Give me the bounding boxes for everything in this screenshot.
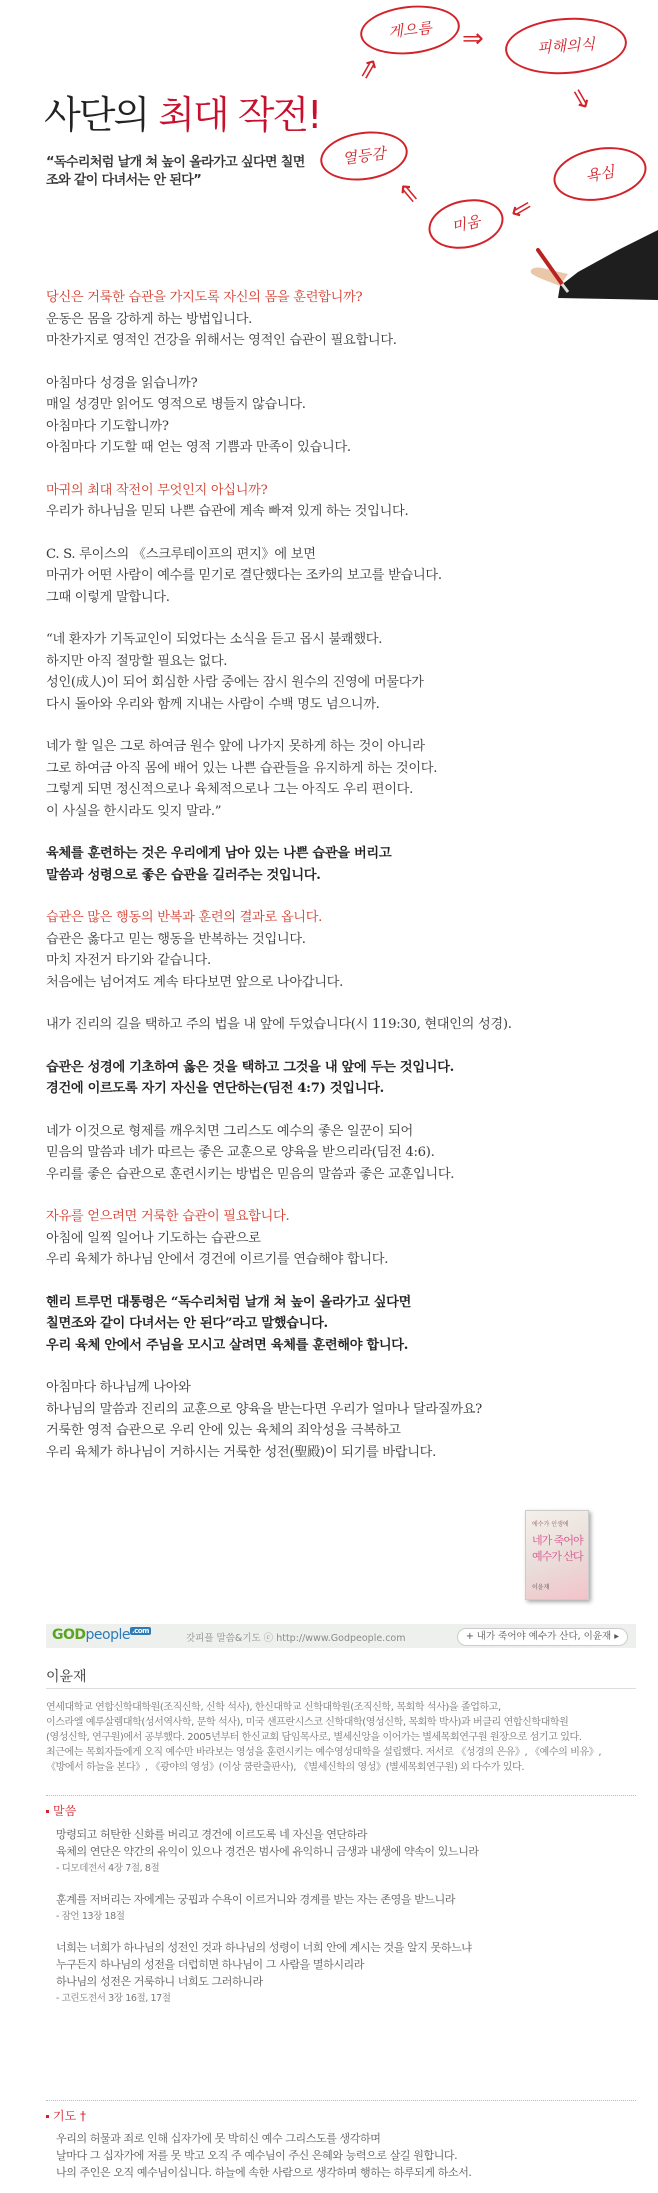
arrow-left-icon: ⇒ xyxy=(503,190,538,228)
article-line: 거룩한 영적 습관으로 우리 안에 있는 육체의 죄악성을 극복하고 xyxy=(46,1423,401,1438)
author-bio-line: 최근에는 목회자들에게 오직 예수만 바라보는 영성을 훈련시키는 예수영성대학을 설립했다. 저서로 《성경의 은유》, 《예수의 비유》, xyxy=(46,1747,602,1758)
book-cover-subtitle: 에수가 인생에 xyxy=(532,1521,569,1528)
article-paragraph xyxy=(46,1014,636,1036)
prayer-section-body xyxy=(56,2130,636,2181)
article-line: 처음에는 넘어져도 계속 타다보면 앞으로 나아갑니다. xyxy=(46,974,344,990)
article-line: 습관은 옳다고 믿는 행동을 반복하는 것입니다. xyxy=(46,931,306,947)
article-paragraph xyxy=(46,629,636,715)
cycle-item-victim-mentality: 피해의식 xyxy=(503,14,629,78)
article-line: “네 환자가 기독교인이 되었다는 소식을 듣고 몹시 불쾌했다. xyxy=(46,632,383,647)
article-paragraph xyxy=(46,544,636,609)
author-bio-line: 이스라엘 예루살렘대학(성서역사학, 문학 석사), 미국 샌프란시스코 신학대학(영성신학, 목회학 박사)과 버클리 연합신학대학원 xyxy=(46,1717,569,1728)
book-cover-author: 이윤재 xyxy=(532,1584,550,1591)
article-paragraph xyxy=(46,1377,636,1463)
divider xyxy=(46,1688,636,1689)
article-line: 하지만 아직 절망할 필요는 없다. xyxy=(46,653,228,669)
arrow-down-icon: ⇒ xyxy=(562,82,600,116)
article-emphasis-line: 우리 육체 안에서 주님을 모시고 살려면 육체를 훈련해야 합니다. xyxy=(46,1337,409,1353)
article-line: 우리를 좋은 습관으로 훈련시키는 방법은 믿음의 말씀과 좋은 교훈입니다. xyxy=(46,1166,455,1182)
article-line: 아침마다 성경을 읽습니까? xyxy=(46,375,198,391)
article-line: 믿음의 말씀과 네가 따르는 좋은 교훈으로 양육을 받으리라(딤전 4:6). xyxy=(46,1145,435,1160)
verse-line: 너희는 너희가 하나님의 성전인 것과 하나님의 성령이 너희 안에 계시는 것을 알지 못하느냐 xyxy=(56,1941,472,1954)
article-line: 성인(成人)이 되어 회심한 사람 중에는 잠시 원수의 진영에 머물다가 xyxy=(46,675,424,690)
article-line: 그로 하여금 아직 몸에 배어 있는 나쁜 습관들을 유지하게 하는 것이다. xyxy=(46,760,438,776)
article-line: 그렇게 되면 정신적으로나 육체적으로나 그는 아직도 우리 편이다. xyxy=(46,782,413,797)
cycle-item-greed: 욕심 xyxy=(549,140,651,208)
word-section-heading: 말씀 xyxy=(46,1795,636,1822)
article-line: 마찬가지로 영적인 건강을 위해서는 영적인 습관이 필요합니다. xyxy=(46,333,397,348)
article-emphasis-line: 헨리 트루먼 대통령은 “독수리처럼 날개 쳐 높이 올라가고 싶다면 xyxy=(46,1294,412,1310)
article-paragraph xyxy=(46,1292,636,1357)
article-line: 이 사실을 한시라도 잊지 말라.” xyxy=(46,803,222,819)
article-line: 아침에 일찍 일어나 기도하는 습관으로 xyxy=(46,1230,261,1246)
article-line: 네가 할 일은 그로 하여금 원수 앞에 나가지 못하게 하는 것이 아니라 xyxy=(46,739,425,754)
article-line: 네가 이것으로 형제를 깨우치면 그리스도 예수의 좋은 일꾼이 되어 xyxy=(46,1123,413,1139)
verse-reference: - 고린도전서 3장 16절, 17절 xyxy=(56,1993,171,2004)
article-paragraph xyxy=(46,287,636,352)
article-paragraph xyxy=(46,1057,636,1100)
article-line: 운동은 몸을 강하게 하는 방법입니다. xyxy=(46,311,253,327)
author-name: 이윤재 xyxy=(46,1669,87,1685)
cycle-item-inferiority: 열등감 xyxy=(317,126,411,186)
article-line: 매일 성경만 읽어도 영적으로 병들지 않습니다. xyxy=(46,397,306,412)
prayer-line: 날마다 그 십자가에 저를 못 박고 오직 주 예수님이 주신 은혜와 능력으로 살길 원합니다. xyxy=(56,2149,458,2162)
article-paragraph xyxy=(46,480,636,523)
author-bio xyxy=(46,1700,636,1775)
article-paragraph xyxy=(46,843,636,886)
devotional-article xyxy=(46,287,636,1484)
verse-line: 육체의 연단은 약간의 유익이 있으나 경건은 범사에 유익하니 금생과 내생에 약속이 있느니라 xyxy=(56,1845,479,1858)
word-section-body xyxy=(56,1826,636,2021)
verse-reference: - 디모데전서 4장 7절, 8절 xyxy=(56,1863,160,1874)
source-bar xyxy=(46,1624,636,1648)
author-bio-line: (영성신학, 연구원)에서 공부했다. 2005년부터 한신교회 담임목사로, 별세신앙을 이어가는 별세목회연구원 원장으로 섬기고 있다. xyxy=(46,1732,582,1743)
article-line: 아침마다 기도할 때 얻는 영적 기쁨과 만족이 있습니다. xyxy=(46,440,351,455)
page-subtitle: “독수리처럼 날개 쳐 높이 올라가고 싶다면 칠면조와 같이 다녀서는 안 된다” xyxy=(46,155,305,188)
article-highlight-line: 자유를 얻으려면 거룩한 습관이 필요합니다. xyxy=(46,1209,290,1224)
book-link-button[interactable]: + 내가 죽어야 예수가 산다, 이윤재 ▸ xyxy=(457,1628,628,1646)
godpeople-logo[interactable]: GODpeople $^{.com}$ xyxy=(52,1627,149,1643)
prayer-line: 우리의 허물과 죄로 인해 십자가에 못 박히신 예수 그리스도를 생각하며 xyxy=(56,2132,381,2145)
article-line: 우리 육체가 하나님이 거하시는 거룩한 성전(聖殿)이 되기를 바랍니다. xyxy=(46,1444,437,1460)
article-line: 하나님의 말씀과 진리의 교훈으로 양육을 받는다면 우리가 얼마나 달라질까요? xyxy=(46,1401,482,1417)
verse-line: 하나님의 성전은 거룩하니 너희도 그러하니라 xyxy=(56,1975,263,1988)
article-highlight-line: 습관은 많은 행동의 반복과 훈련의 결과로 옵니다. xyxy=(46,910,323,925)
prayer-line: 나의 주인은 오직 예수님이십니다. 하늘에 속한 사람으로 생각하며 행하는 하루되게 하소서. xyxy=(56,2166,472,2179)
article-emphasis-line: 육체를 훈련하는 것은 우리에게 남아 있는 나쁜 습관을 버리고 xyxy=(46,846,392,861)
article-line: 다시 돌아와 우리와 함께 지내는 사람이 수백 명도 넘으니까. xyxy=(46,696,380,712)
article-paragraph xyxy=(46,373,636,459)
article-paragraph xyxy=(46,1206,636,1271)
prayer-section-heading: 기도 † xyxy=(46,2100,636,2127)
article-line: C. S. 루이스의 《스크루테이프의 편지》에 보면 xyxy=(46,546,316,562)
hand-with-pen-illustration xyxy=(498,190,658,300)
verse-line: 훈계를 저버리는 자에게는 궁핍과 수욕이 이르거니와 경계를 받는 자는 존영을 받느니라 xyxy=(56,1893,456,1906)
cycle-item-laziness: 게으름 xyxy=(358,1,462,59)
article-emphasis-line: 칠면조와 같이 다녀서는 안 된다”라고 말했습니다. xyxy=(46,1316,328,1331)
article-line: 아침마다 기도합니까? xyxy=(46,418,169,434)
verse-line: 누구든지 하나님의 성전을 더럽히면 하나님이 그 사람을 멸하시리라 xyxy=(56,1958,365,1971)
arrow-up-right-icon: ⇒ xyxy=(350,52,388,86)
arrow-up-icon: ⇒ xyxy=(390,175,428,211)
article-paragraph xyxy=(46,1121,636,1186)
book-cover-title: 네가 죽어야 예수가 산다 xyxy=(532,1534,583,1563)
article-emphasis-line: 경건에 이르도록 자기 자신을 연단하는(딤전 4:7) 것입니다. xyxy=(46,1081,384,1096)
bullet-icon xyxy=(46,1810,49,1813)
article-paragraph xyxy=(46,736,636,822)
article-line: 우리 육체가 하나님 안에서 경건에 이르기를 연습해야 합니다. xyxy=(46,1252,389,1267)
article-emphasis-line: 말씀과 성령으로 좋은 습관을 길러주는 것입니다. xyxy=(46,867,321,883)
article-line: 내가 진리의 길을 택하고 주의 법을 내 앞에 두었습니다(시 119:30, 현대인의 성경). xyxy=(46,1017,512,1032)
article-line: 우리가 하나님을 믿되 나쁜 습관에 계속 빠져 있게 하는 것입니다. xyxy=(46,504,409,519)
verse-line: 망령되고 허탄한 신화를 버리고 경건에 이르도록 네 자신을 연단하라 xyxy=(56,1828,368,1841)
article-line: 마귀가 어떤 사람이 예수를 믿기로 결단했다는 조카의 보고를 받습니다. xyxy=(46,568,442,583)
cycle-item-hatred: 미움 xyxy=(424,193,508,256)
article-highlight-line: 마귀의 최대 작전이 무엇인지 아십니까? xyxy=(46,482,268,498)
author-bio-line: 연세대학교 연합신학대학원(조직신학, 신학 석사), 한신대학교 신학대학원(조직신학, 목회학 석사)을 졸업하고, xyxy=(46,1702,501,1713)
article-line: 아침마다 하나님께 나아와 xyxy=(46,1380,191,1395)
arrow-right-icon: ⇒ xyxy=(462,24,484,54)
verse-reference: - 잠언 13장 18절 xyxy=(56,1911,125,1922)
article-line: 마치 자전거 타기와 같습니다. xyxy=(46,953,211,968)
page-title: 사단의 최대 작전! xyxy=(44,93,321,137)
header-illustration xyxy=(0,0,658,290)
book-cover-image[interactable] xyxy=(525,1510,589,1600)
author-bio-line: 《방에서 하늘을 본다》, 《광야의 영성》(이상 쿰란출판사), 《별세신학의 영성》(별세목회연구원) 외 다수가 있다. xyxy=(46,1762,525,1773)
article-highlight-line: 당신은 거룩한 습관을 가지도록 자신의 몸을 훈련합니까? xyxy=(46,290,363,305)
source-credit: 갓피플 말씀&기도 ⓒ http://www.Godpeople.com xyxy=(186,1633,406,1644)
article-line: 그때 이렇게 말합니다. xyxy=(46,589,170,605)
article-paragraph xyxy=(46,907,636,993)
article-emphasis-line: 습관은 성경에 기초하여 옳은 것을 택하고 그것을 내 앞에 두는 것입니다. xyxy=(46,1059,454,1075)
bullet-icon xyxy=(46,2115,49,2118)
